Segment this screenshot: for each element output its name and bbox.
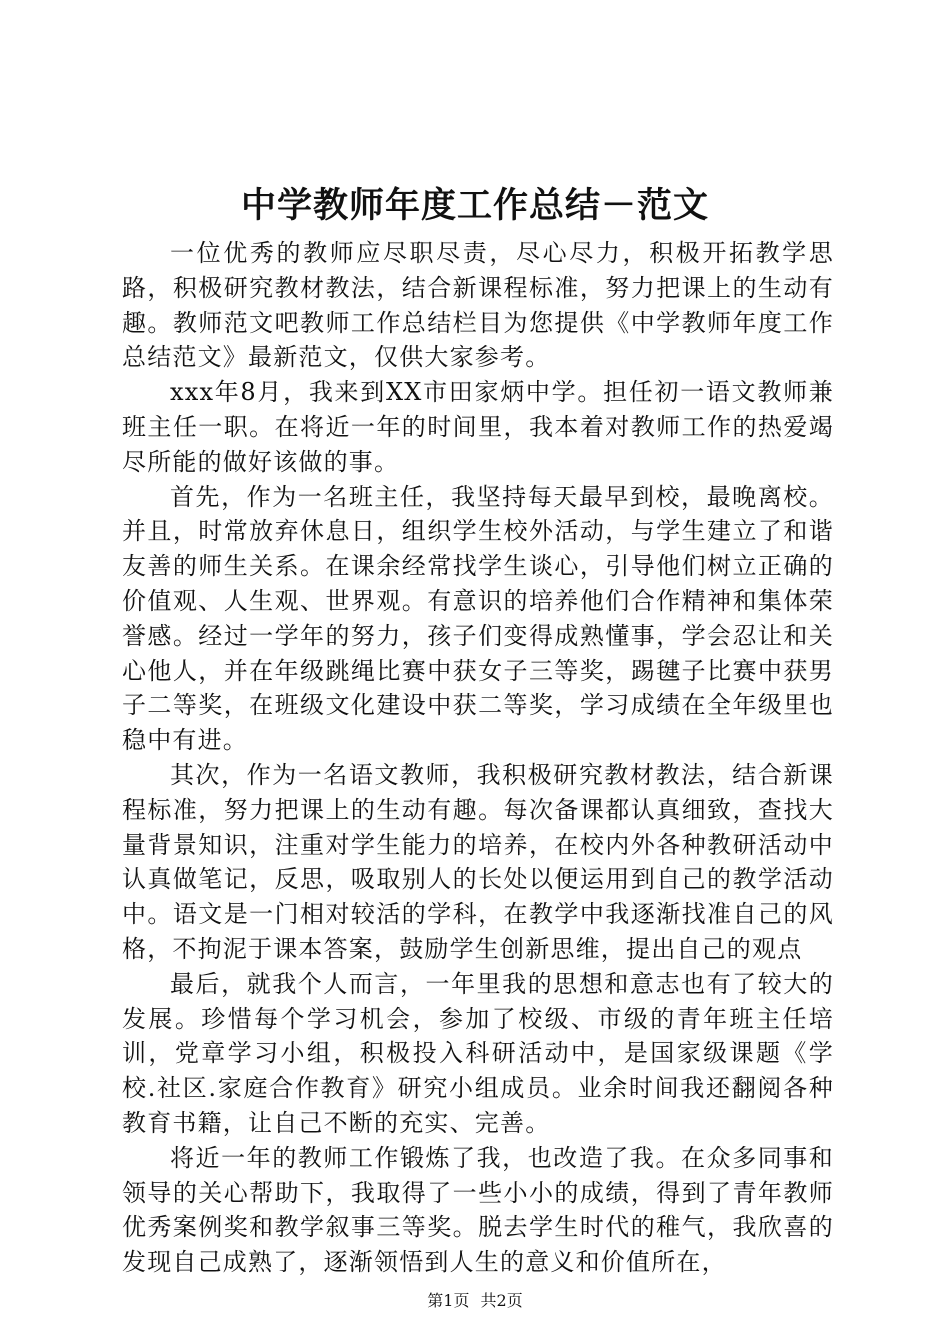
paragraph-personal-growth: 最后，就我个人而言，一年里我的思想和意志也有了较大的发展。珍惜每个学习机会，参加了校级、市级的青年班主任培训，党章学习小组，积极投入科研活动中，是国家级课题《学校.社区.家庭合作教育》研究小组成员。业余时间我还翻阅各种教育书籍，让自己不断的充实、完善。 — [122, 969, 834, 1137]
paragraph-conclusion: 将近一年的教师工作锻炼了我，也改造了我。在众多同事和领导的关心帮助下，我取得了一些小小的成绩，得到了青年教师优秀案例奖和教学叙事三等奖。脱去学生时代的稚气，我欣喜的发现自己成熟了，逐渐领悟到人生的意义和价值所在， — [122, 1143, 834, 1277]
page-total: 共2页 — [480, 1291, 523, 1310]
paragraph-arrival: xxx年8月，我来到XX市田家炳中学。担任初一语文教师兼班主任一职。在将近一年的时间里，我本着对教师工作的热爱竭尽所能的做好该做的事。 — [122, 378, 834, 476]
document-title: 中学教师年度工作总结－范文 — [240, 185, 709, 226]
page-number: 第1页 — [427, 1291, 470, 1310]
paragraph-chinese-teacher: 其次，作为一名语文教师，我积极研究教材教法，结合新课程标准，努力把课上的生动有趣。每次备课都认真细致，查找大量背景知识，注重对学生能力的培养，在校内外各种教研活动中认真做笔记，反思，吸取别人的长处以便运用到自己的教学活动中。语文是一门相对较活的学科，在教学中我逐渐找准自己的风格，不拘泥于课本答案，鼓励学生创新思维，提出自己的观点 — [122, 760, 834, 963]
paragraph-intro: 一位优秀的教师应尽职尽责，尽心尽力，积极开拓教学思路，积极研究教材教法，结合新课程标准，努力把课上的生动有趣。教师范文吧教师工作总结栏目为您提供《中学教师年度工作总结范文》最新范文，仅供大家参考。 — [122, 239, 834, 372]
paragraph-head-teacher: 首先，作为一名班主任，我坚持每天最早到校，最晚离校。并且，时常放弃休息日，组织学生校外活动，与学生建立了和谐友善的师生关系。在课余经常找学生谈心，引导他们树立正确的价值观、人生观、世界观。有意识的培养他们合作精神和集体荣誉感。经过一学年的努力，孩子们变得成熟懂事，学会忍让和关心他人，并在年级跳绳比赛中获女子三等奖，踢毽子比赛中获男子二等奖，在班级文化建设中获二等奖，学习成绩在全年级里也稳中有进。 — [122, 482, 834, 755]
document-body — [122, 236, 834, 1280]
page-footer — [0, 1290, 950, 1312]
